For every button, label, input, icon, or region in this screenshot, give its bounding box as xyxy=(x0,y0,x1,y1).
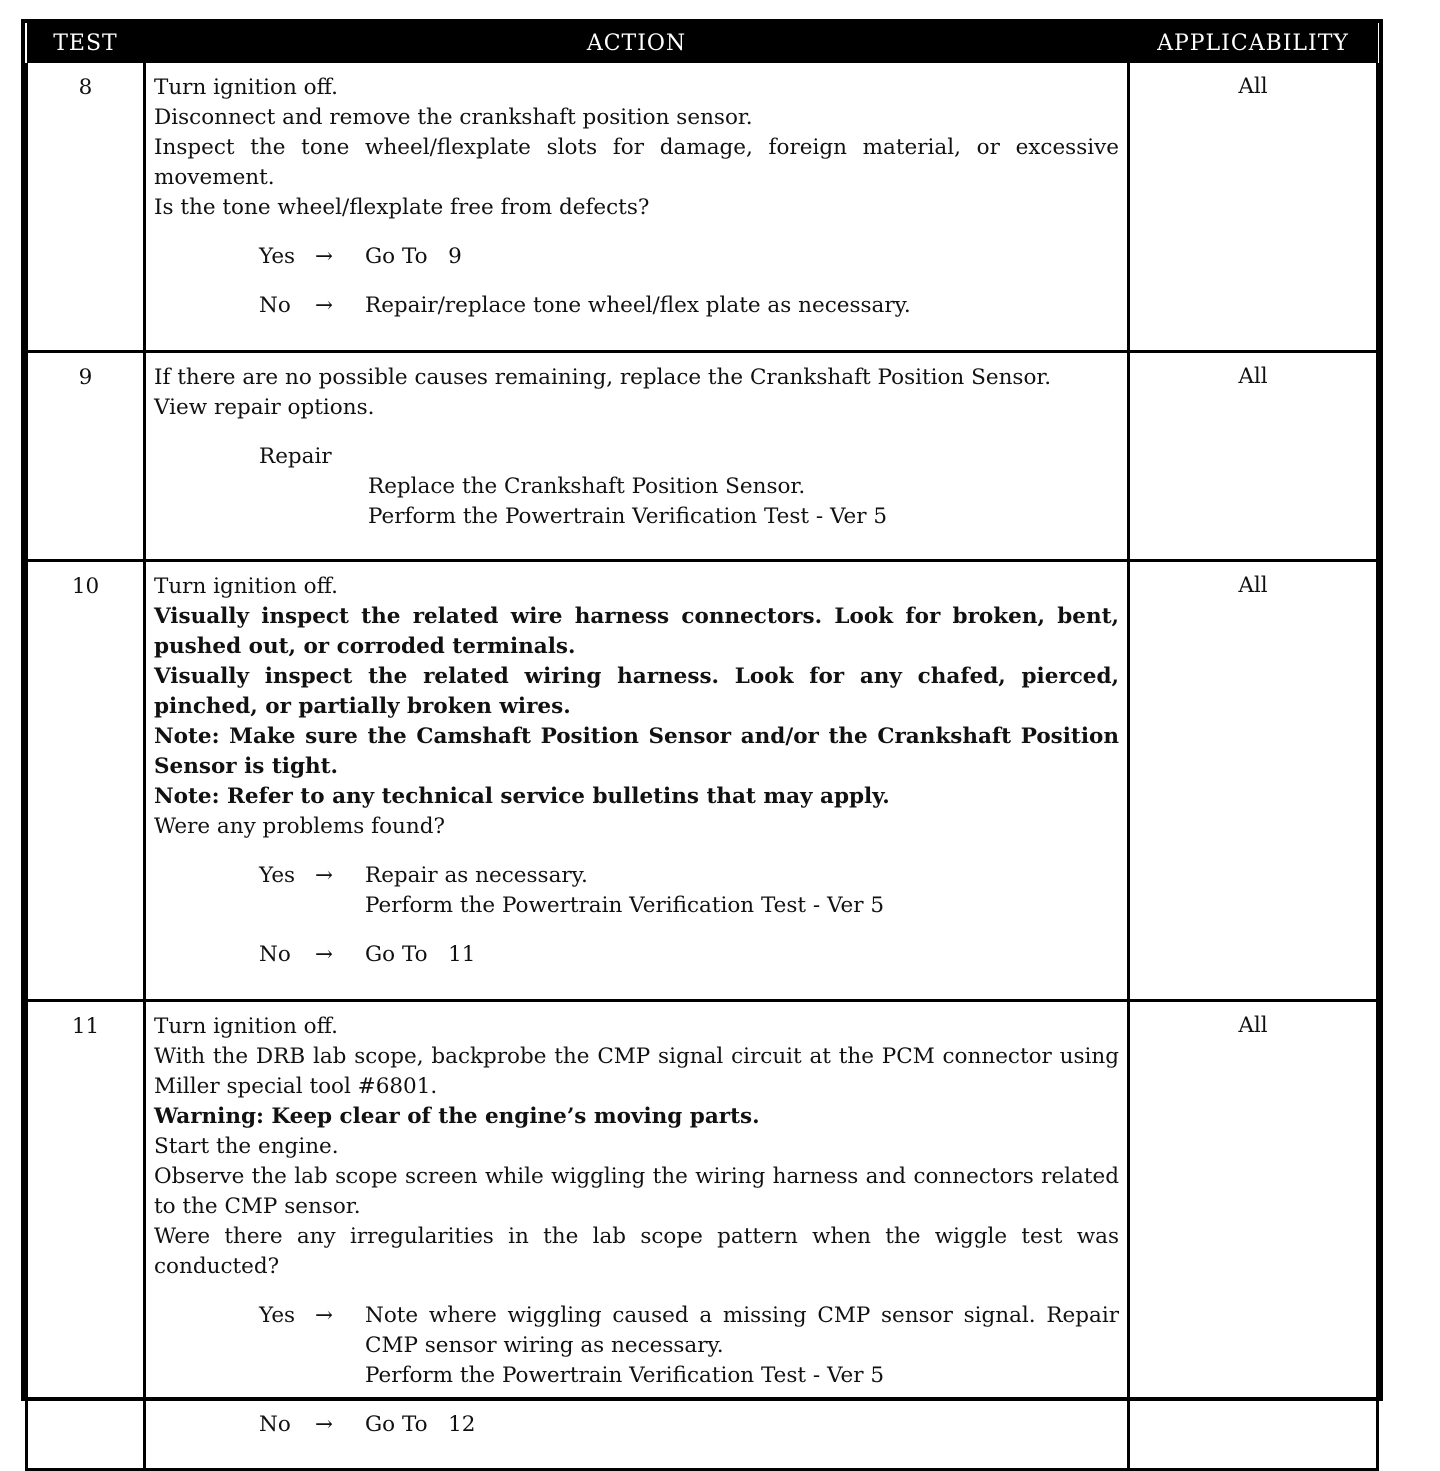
arrow-icon: → xyxy=(315,244,334,269)
repair-step: Perform the Powertrain Verification Test - Ver 5 xyxy=(368,504,888,529)
action-line: Turn ignition off. xyxy=(154,574,338,599)
table-row xyxy=(27,1001,1378,1470)
header-test: TEST xyxy=(27,23,145,63)
test-table xyxy=(25,23,1379,1471)
action-cell xyxy=(145,63,1129,352)
yes-result xyxy=(365,861,1119,921)
yes-label: Yes xyxy=(259,244,296,269)
result-line: Go To 11 xyxy=(365,942,476,967)
result-line: Repair as necessary. xyxy=(365,863,588,888)
no-answer xyxy=(154,940,1119,970)
arrow-icon: → xyxy=(315,1412,334,1437)
no-answer xyxy=(154,1410,1119,1440)
table-row xyxy=(27,352,1378,561)
no-label: No xyxy=(259,942,291,967)
no-result xyxy=(365,1410,1119,1440)
note-line: Note: Make sure the Camshaft Position Sensor and/or the Crankshaft Position Sensor is tight. xyxy=(154,724,1119,779)
arrow-icon: → xyxy=(315,942,334,967)
yes-label: Yes xyxy=(259,863,296,888)
header-action: ACTION xyxy=(145,23,1129,63)
applicability-cell: All xyxy=(1129,63,1378,352)
test-number: 10 xyxy=(27,561,145,1001)
repair-step: Replace the Crankshaft Position Sensor. xyxy=(368,474,806,499)
action-line: Turn ignition off. xyxy=(154,1014,338,1039)
action-line: Disconnect and remove the crankshaft position sensor. xyxy=(154,105,753,130)
note-line: Note: Refer to any technical service bulletins that may apply. xyxy=(154,784,890,809)
action-question: Is the tone wheel/flexplate free from defects? xyxy=(154,195,650,220)
action-line: If there are no possible causes remaining, replace the Crankshaft Position Sensor. xyxy=(154,365,1052,390)
action-line: Visually inspect the related wiring harness. Look for any chafed, pierced, pinched, or partially broken wires. xyxy=(154,664,1119,719)
yes-answer xyxy=(154,1301,1119,1391)
action-line: Turn ignition off. xyxy=(154,75,338,100)
no-label: No xyxy=(259,293,291,318)
action-cell xyxy=(145,1001,1129,1470)
result-line: Perform the Powertrain Verification Test - Ver 5 xyxy=(365,1363,885,1388)
no-result xyxy=(365,940,1119,970)
action-question: Were any problems found? xyxy=(154,814,446,839)
diagnostic-table xyxy=(21,19,1383,1437)
arrow-icon: → xyxy=(315,293,334,318)
header-applicability: APPLICABILITY xyxy=(1129,23,1378,63)
action-question: Were there any irregularities in the lab scope pattern when the wiggle test was conducted? xyxy=(154,1224,1119,1279)
repair-label: Repair xyxy=(259,444,332,469)
action-line: With the DRB lab scope, backprobe the CMP signal circuit at the PCM connector using Miller special tool #6801. xyxy=(154,1044,1119,1099)
yes-answer xyxy=(154,861,1119,921)
repair-steps xyxy=(259,472,1119,532)
applicability-cell: All xyxy=(1129,352,1378,561)
result-line: Perform the Powertrain Verification Test - Ver 5 xyxy=(365,893,885,918)
table-row xyxy=(27,63,1378,352)
action-line: Visually inspect the related wire harness connectors. Look for broken, bent, pushed out, or corroded terminals. xyxy=(154,604,1119,659)
applicability-cell: All xyxy=(1129,1001,1378,1470)
applicability-cell: All xyxy=(1129,561,1378,1001)
no-label: No xyxy=(259,1412,291,1437)
yes-result xyxy=(365,242,1119,272)
yes-label: Yes xyxy=(259,1303,296,1328)
table-row xyxy=(27,561,1378,1001)
table-header-row xyxy=(27,23,1378,63)
action-line: Inspect the tone wheel/flexplate slots for damage, foreign material, or excessive movement. xyxy=(154,135,1119,190)
no-answer xyxy=(154,291,1119,321)
yes-result xyxy=(365,1301,1119,1391)
action-cell xyxy=(145,352,1129,561)
repair-options xyxy=(154,442,1119,532)
action-line: Observe the lab scope screen while wiggling the wiring harness and connectors related to the CMP sensor. xyxy=(154,1164,1119,1219)
action-line: Start the engine. xyxy=(154,1134,339,1159)
result-line: Go To 9 xyxy=(365,244,462,269)
arrow-icon: → xyxy=(315,1303,334,1328)
result-line: Note where wiggling caused a missing CMP sensor signal. Repair CMP sensor wiring as necessary. xyxy=(365,1303,1119,1358)
test-number: 8 xyxy=(27,63,145,352)
yes-answer xyxy=(154,242,1119,272)
test-number: 9 xyxy=(27,352,145,561)
action-cell xyxy=(145,561,1129,1001)
test-number: 11 xyxy=(27,1001,145,1470)
warning-line: Warning: Keep clear of the engine’s moving parts. xyxy=(154,1104,760,1129)
no-result xyxy=(365,291,1119,321)
action-line: View repair options. xyxy=(154,395,375,420)
arrow-icon: → xyxy=(315,863,334,888)
result-line: Go To 12 xyxy=(365,1412,476,1437)
result-line: Repair/replace tone wheel/flex plate as necessary. xyxy=(365,293,911,318)
